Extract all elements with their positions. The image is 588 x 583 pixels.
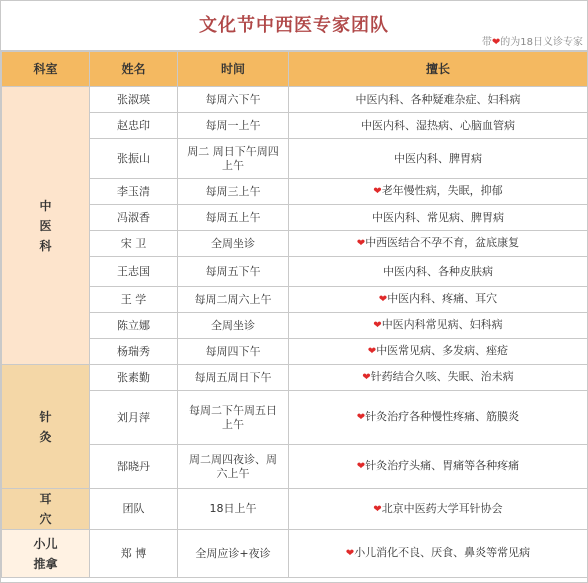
schedule-text: 每周一上午 xyxy=(205,118,261,132)
specialty-text: 中医内科、常见病、脾胃病 xyxy=(372,210,504,224)
expert-name: 张淑瑛 xyxy=(90,87,178,113)
table-row xyxy=(2,231,588,257)
schedule-time xyxy=(178,313,289,339)
heart-icon: ❤ xyxy=(356,461,366,472)
heart-icon: ❤ xyxy=(491,37,501,48)
heart-icon: ❤ xyxy=(345,548,355,559)
heart-icon: ❤ xyxy=(367,346,377,357)
expert-name: 赵忠印 xyxy=(90,113,178,139)
specialty xyxy=(289,445,588,489)
specialty-text: 中西医结合不孕不育，盆底康复 xyxy=(365,236,520,249)
expert-name: 张振山 xyxy=(90,139,178,179)
table-row xyxy=(2,365,588,391)
schedule-text: 全周坐诊 xyxy=(211,236,255,250)
specialty xyxy=(289,313,588,339)
header-specialty: 擅长 xyxy=(289,52,588,87)
schedule-text: 周二 周日下午周四上午 xyxy=(187,144,279,172)
schedule-time xyxy=(178,231,289,257)
expert-name: 刘月萍 xyxy=(90,391,178,445)
schedule-time xyxy=(178,391,289,445)
schedule-text: 每周三上午 xyxy=(205,184,261,198)
expert-name: 王 学 xyxy=(90,287,178,313)
dept-ear-point: 耳 穴 xyxy=(2,489,90,530)
schedule-time xyxy=(178,489,289,530)
dept-pediatric-massage: 小儿 推拿 xyxy=(2,530,90,578)
table-row xyxy=(2,113,588,139)
heart-icon: ❤ xyxy=(373,503,382,515)
heart-icon: ❤ xyxy=(378,294,388,305)
specialty-text: 中医内科、各种皮肤病 xyxy=(383,264,493,278)
schedule-time xyxy=(178,339,289,365)
specialty xyxy=(289,179,588,205)
schedule-time xyxy=(178,257,289,287)
specialty xyxy=(289,139,588,179)
heart-icon: ❤ xyxy=(356,412,366,423)
schedule-time xyxy=(178,287,289,313)
schedule-time xyxy=(178,365,289,391)
schedule-time xyxy=(178,87,289,113)
specialty xyxy=(289,231,588,257)
specialty xyxy=(289,530,588,578)
expert-name: 张素勤 xyxy=(90,365,178,391)
schedule-time xyxy=(178,530,289,578)
table-row xyxy=(2,313,588,339)
table-row xyxy=(2,530,588,578)
table-row xyxy=(2,257,588,287)
table-body xyxy=(2,87,588,578)
heart-icon: ❤ xyxy=(356,238,366,249)
specialty xyxy=(289,113,588,139)
schedule-time xyxy=(178,179,289,205)
table-row xyxy=(2,205,588,231)
specialty-text: 老年慢性病，失眠，抑郁 xyxy=(381,184,503,197)
schedule-text: 每周六下午 xyxy=(205,92,261,106)
schedule-text: 每周五周日下午 xyxy=(194,370,272,384)
specialty-text: 中医内科、脾胃病 xyxy=(394,151,482,165)
page-title: 文化节中西医专家团队 xyxy=(199,15,389,36)
specialty xyxy=(289,489,588,530)
schedule-time xyxy=(178,139,289,179)
table-row xyxy=(2,391,588,445)
specialty-text: 中医内科、疼痛、耳穴 xyxy=(387,292,498,305)
schedule-time xyxy=(178,205,289,231)
expert-name: 杨瑞秀 xyxy=(90,339,178,365)
table-row xyxy=(2,179,588,205)
specialty xyxy=(289,365,588,391)
specialty xyxy=(289,257,588,287)
specialty-text: 针灸治疗头痛、胃痛等各种疼痛 xyxy=(365,459,520,472)
header-name: 姓名 xyxy=(90,52,178,87)
specialty-text: 中医内科、各种疑难杂症、妇科病 xyxy=(355,92,521,106)
expert-name: 王志国 xyxy=(90,257,178,287)
subtitle-suffix: 的为18日义诊专家 xyxy=(500,37,583,48)
specialty-text: 中医内科、湿热病、心脑血管病 xyxy=(361,118,515,132)
schedule-text: 每周二周六上午 xyxy=(194,292,272,306)
expert-name: 冯淑香 xyxy=(90,205,178,231)
subtitle-prefix: 带 xyxy=(481,37,492,48)
header-time: 时间 xyxy=(178,52,289,87)
expert-name: 李玉清 xyxy=(90,179,178,205)
table-row xyxy=(2,445,588,489)
title-row xyxy=(1,1,587,51)
heart-icon: ❤ xyxy=(373,320,382,331)
expert-name: 宋 卫 xyxy=(90,231,178,257)
schedule-text: 每周五上午 xyxy=(205,210,261,224)
dept-acupuncture: 针 灸 xyxy=(2,365,90,489)
table-row xyxy=(2,87,588,113)
table-row xyxy=(2,339,588,365)
schedule-time xyxy=(178,113,289,139)
specialty-text: 针药结合久咳、失眠、治未病 xyxy=(370,370,514,383)
schedule-text: 全周应诊+夜诊 xyxy=(195,546,271,560)
specialty-text: 中医内科常见病、妇科病 xyxy=(381,318,503,331)
header-department: 科室 xyxy=(2,52,90,87)
heart-icon: ❤ xyxy=(362,372,371,383)
expert-name: 郑 博 xyxy=(90,530,178,578)
specialty-text: 小儿消化不良、厌食、鼻炎等常见病 xyxy=(354,546,531,559)
specialty-text: 中医常见病、多发病、痤疮 xyxy=(376,344,509,357)
schedule-text: 全周坐诊 xyxy=(211,318,255,332)
table-header-row xyxy=(2,52,588,87)
specialty xyxy=(289,205,588,231)
schedule-text: 每周五下午 xyxy=(205,264,261,278)
specialty xyxy=(289,339,588,365)
specialty xyxy=(289,391,588,445)
specialty-text: 北京中医药大学耳针协会 xyxy=(381,501,503,515)
specialty xyxy=(289,87,588,113)
expert-name: 郜晓丹 xyxy=(90,445,178,489)
table-row xyxy=(2,287,588,313)
expert-name: 团队 xyxy=(90,489,178,530)
schedule-time xyxy=(178,445,289,489)
heart-icon: ❤ xyxy=(373,186,382,197)
dept-chinese-medicine: 中 医 科 xyxy=(2,87,90,365)
expert-name: 陈立娜 xyxy=(90,313,178,339)
schedule-text: 18日上午 xyxy=(209,502,257,515)
expert-table xyxy=(1,51,588,578)
specialty xyxy=(289,287,588,313)
specialty-text: 针灸治疗各种慢性疼痛、筋膜炎 xyxy=(365,410,520,423)
table-row xyxy=(2,489,588,530)
schedule-text: 每周二下午周五日上午 xyxy=(189,403,277,431)
table-row xyxy=(2,139,588,179)
schedule-text: 周二周四夜诊、周六上午 xyxy=(189,452,277,480)
schedule-text: 每周四下午 xyxy=(205,344,261,358)
subtitle xyxy=(482,33,583,48)
